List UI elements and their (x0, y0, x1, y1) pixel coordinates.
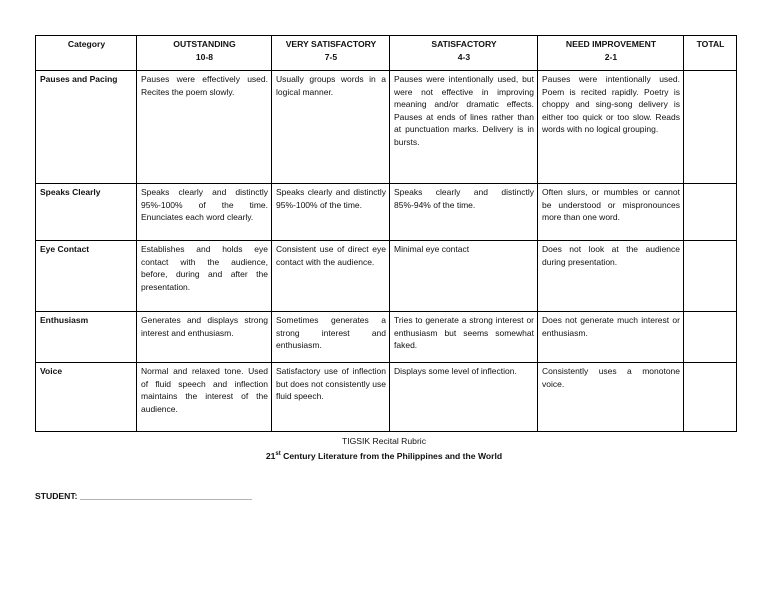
course-ordinal-suffix: st (275, 451, 281, 458)
student-label: STUDENT: (35, 491, 80, 501)
row-category: Pauses and Pacing (36, 71, 137, 184)
student-line (35, 491, 252, 501)
very-satisfactory-cell: Satisfactory use of inflection but does not consistently use fluid speech. (272, 363, 390, 432)
table-row (36, 312, 737, 363)
course-number: 21 (265, 451, 276, 461)
table-row (36, 71, 737, 184)
header-very-satisfactory (272, 36, 390, 71)
header-very-satisfactory-range: 7-5 (324, 51, 338, 62)
outstanding-cell: Establishes and holds eye contact with the audience, before, during and after the presentation. (137, 241, 272, 312)
header-outstanding-label: OUTSTANDING (173, 39, 236, 49)
outstanding-cell: Speaks clearly and distinctly 95%-100% of the time. Enunciates each word clearly. (137, 184, 272, 241)
header-very-satisfactory-label: VERY SATISFACTORY (285, 39, 377, 49)
course-title-rest: Century Literature from the Philippines and the World (280, 451, 503, 461)
table-row (36, 363, 737, 432)
satisfactory-cell: Displays some level of inflection. (390, 363, 538, 432)
header-need-improvement-range: 2-1 (604, 51, 618, 62)
total-cell[interactable] (684, 363, 737, 432)
header-need-improvement-label: NEED IMPROVEMENT (565, 39, 657, 49)
row-category: Voice (36, 363, 137, 432)
need-improvement-cell: Consistently uses a monotone voice. (538, 363, 684, 432)
header-outstanding-range: 10-8 (195, 51, 214, 62)
outstanding-cell: Normal and relaxed tone. Used of fluid speech and inflection maintains the interest of the audience. (137, 363, 272, 432)
outstanding-cell: Generates and displays strong interest and enthusiasm. (137, 312, 272, 363)
row-category: Speaks Clearly (36, 184, 137, 241)
header-need-improvement (538, 36, 684, 71)
header-total-label: TOTAL (696, 39, 725, 49)
satisfactory-cell: Speaks clearly and distinctly 85%-94% of the time. (390, 184, 538, 241)
student-name-blank[interactable]: ____________________________________ (79, 491, 252, 501)
need-improvement-cell: Does not generate much interest or enthusiasm. (538, 312, 684, 363)
header-outstanding (137, 36, 272, 71)
total-cell[interactable] (684, 71, 737, 184)
need-improvement-cell: Pauses were intentionally used. Poem is recited rapidly. Poetry is choppy and sing-song delivery is either too quick or too slow. Reads words with no logical grouping. (538, 71, 684, 184)
satisfactory-cell: Tries to generate a strong interest or enthusiasm but seems somewhat faked. (390, 312, 538, 363)
very-satisfactory-cell: Consistent use of direct eye contact with the audience. (272, 241, 390, 312)
satisfactory-cell: Minimal eye contact (390, 241, 538, 312)
need-improvement-cell: Does not look at the audience during presentation. (538, 241, 684, 312)
table-row (36, 241, 737, 312)
rubric-caption: TIGSIK Recital Rubric (341, 436, 427, 446)
total-cell[interactable] (684, 184, 737, 241)
very-satisfactory-cell: Speaks clearly and distinctly 95%-100% of the time. (272, 184, 390, 241)
rubric-table (35, 35, 737, 432)
satisfactory-cell: Pauses were intentionally used, but were not effective in improving meaning and/or dramatic effects. Pauses at ends of lines rather than at punctuation marks. Delivery is in bursts. (390, 71, 538, 184)
row-category: Enthusiasm (36, 312, 137, 363)
header-satisfactory (390, 36, 538, 71)
outstanding-cell: Pauses were effectively used. Recites the poem slowly. (137, 71, 272, 184)
very-satisfactory-cell: Usually groups words in a logical manner. (272, 71, 390, 184)
header-category (36, 36, 137, 71)
row-category: Eye Contact (36, 241, 137, 312)
table-row (36, 184, 737, 241)
header-satisfactory-label: SATISFACTORY (431, 39, 497, 49)
header-row (36, 36, 737, 71)
header-satisfactory-range: 4-3 (457, 51, 471, 62)
total-cell[interactable] (684, 241, 737, 312)
need-improvement-cell: Often slurs, or mumbles or cannot be understood or mispronounces more than one word. (538, 184, 684, 241)
total-cell[interactable] (684, 312, 737, 363)
course-title (0, 451, 768, 461)
very-satisfactory-cell: Sometimes generates a strong interest and enthusiasm. (272, 312, 390, 363)
header-total (684, 36, 737, 71)
header-category-label: Category (67, 39, 106, 49)
